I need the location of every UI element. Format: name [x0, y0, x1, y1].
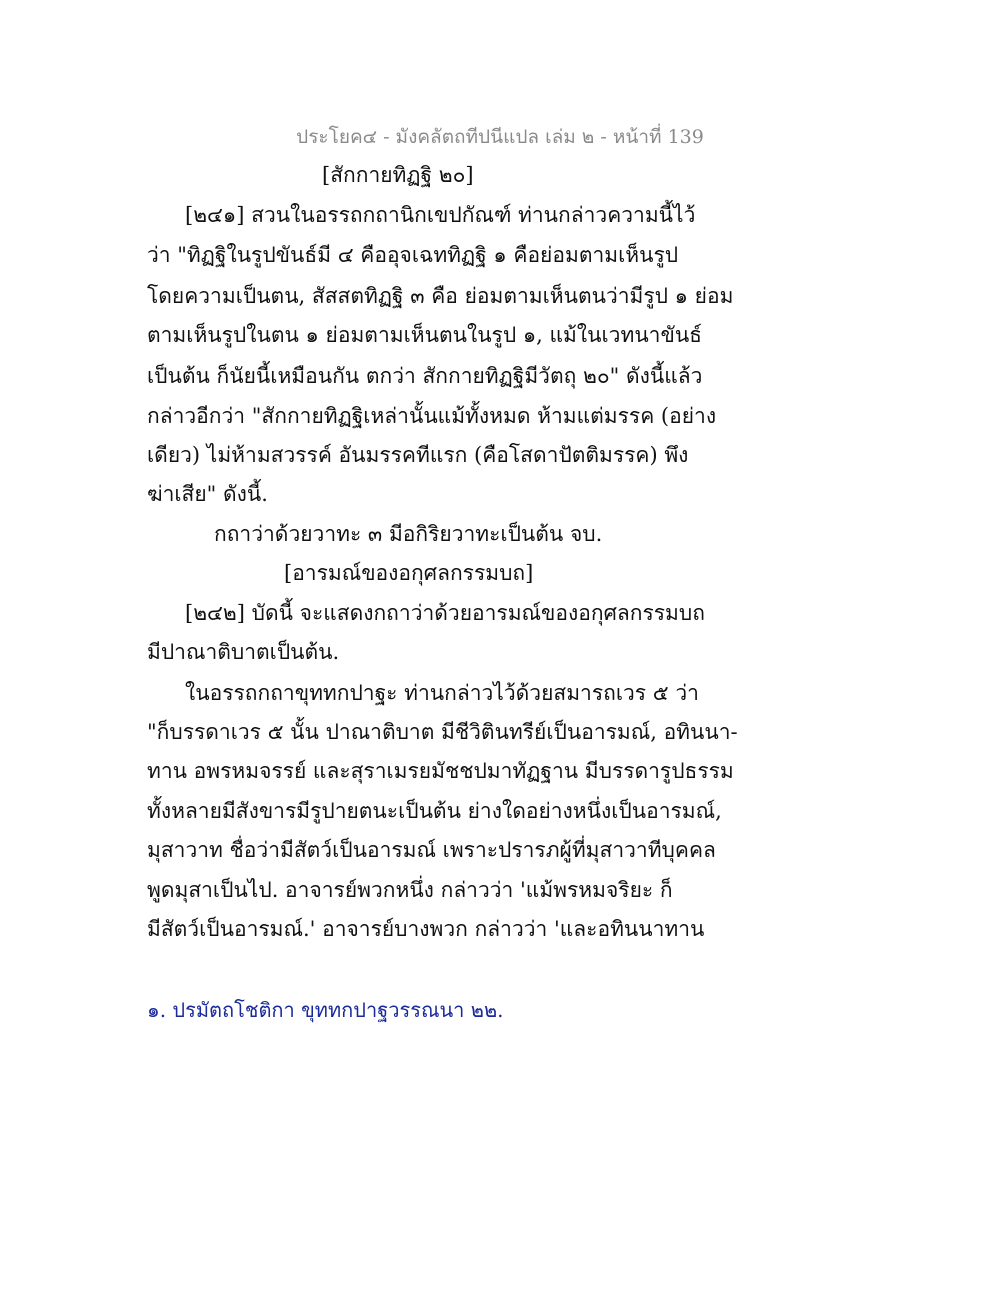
paragraph-line: [๒๔๑] สวนในอรรถกถานิกเขปกัณฑ์ ท่านกล่าวความนี้ไว้ [185, 203, 696, 227]
paragraph-line: เป็นต้น ก็นัยนี้เหมือนกัน ตกว่า สักกายทิฏฐิมีวัตถุ ๒๐" ดังนี้แล้ว [147, 364, 703, 388]
footnote: ๑. ปรมัตถโชติกา ขุททกปาฐวรรณนา ๒๒. [147, 998, 504, 1022]
paragraph-line: มุสาวาท ชื่อว่ามีสัตว์เป็นอารมณ์ เพราะปรารภผู้ที่มุสาวาทีบุคคล [147, 838, 716, 862]
paragraph-line: [๒๔๒] บัดนี้ จะแสดงกถาว่าด้วยอารมณ์ของอกุศลกรรมบถ [185, 601, 705, 625]
paragraph-line: โดยความเป็นตน, สัสสตทิฏฐิ ๓ คือ ย่อมตามเห็นตนว่ามีรูป ๑ ย่อม [147, 284, 734, 308]
paragraph-line: มีสัตว์เป็นอารมณ์.' อาจารย์บางพวก กล่าวว่า 'และอทินนาทาน [147, 917, 705, 941]
paragraph-line: พูดมุสาเป็นไป. อาจารย์พวกหนึ่ง กล่าวว่า 'แม้พรหมจริยะ ก็ [147, 878, 673, 902]
page-header: ประโยค๔ - มังคลัตถทีปนีแปล เล่ม ๒ - หน้าที่ 139 [296, 126, 704, 148]
paragraph-line: กล่าวอีกว่า "สักกายทิฏฐิเหล่านั้นแม้ทั้งหมด ห้ามแต่มรรค (อย่าง [147, 404, 717, 428]
paragraph-line: ทั้งหลายมีสังขารมีรูปายตนะเป็นต้น ย่างใดอย่างหนึ่งเป็นอารมณ์, [147, 799, 722, 823]
section-heading: [อารมณ์ของอกุศลกรรมบถ] [284, 561, 534, 585]
section-heading: [สักกายทิฏฐิ ๒๐] [322, 163, 474, 187]
paragraph-line: ฆ่าเสีย" ดังนี้. [147, 482, 268, 506]
paragraph-line: ทาน อพรหมจรรย์ และสุราเมรยมัชชปมาทัฏฐาน มีบรรดารูปธรรม [147, 759, 734, 783]
paragraph-line: "ก็บรรดาเวร ๕ นั้น ปาณาติบาต มีชีวิตินทรีย์เป็นอารมณ์, อทินนา- [147, 720, 738, 744]
paragraph-line: ว่า "ทิฏฐิในรูปขันธ์มี ๔ คืออุจเฉททิฏฐิ ๑ คือย่อมตามเห็นรูป [147, 243, 679, 267]
chapter-end-line: กถาว่าด้วยวาทะ ๓ มีอกิริยวาทะเป็นต้น จบ. [214, 522, 603, 546]
paragraph-line: ตามเห็นรูปในตน ๑ ย่อมตามเห็นตนในรูป ๑, แม้ในเวทนาขันธ์ [147, 323, 702, 347]
paragraph-line: ในอรรถกถาขุททกปาฐะ ท่านกล่าวไว้ด้วยสมารถเวร ๕ ว่า [185, 681, 699, 705]
paragraph-line: มีปาณาติบาตเป็นต้น. [147, 640, 340, 664]
paragraph-line: เดียว) ไม่ห้ามสวรรค์ อันมรรคทีแรก (คือโสดาปัตติมรรค) พึง [147, 443, 689, 467]
